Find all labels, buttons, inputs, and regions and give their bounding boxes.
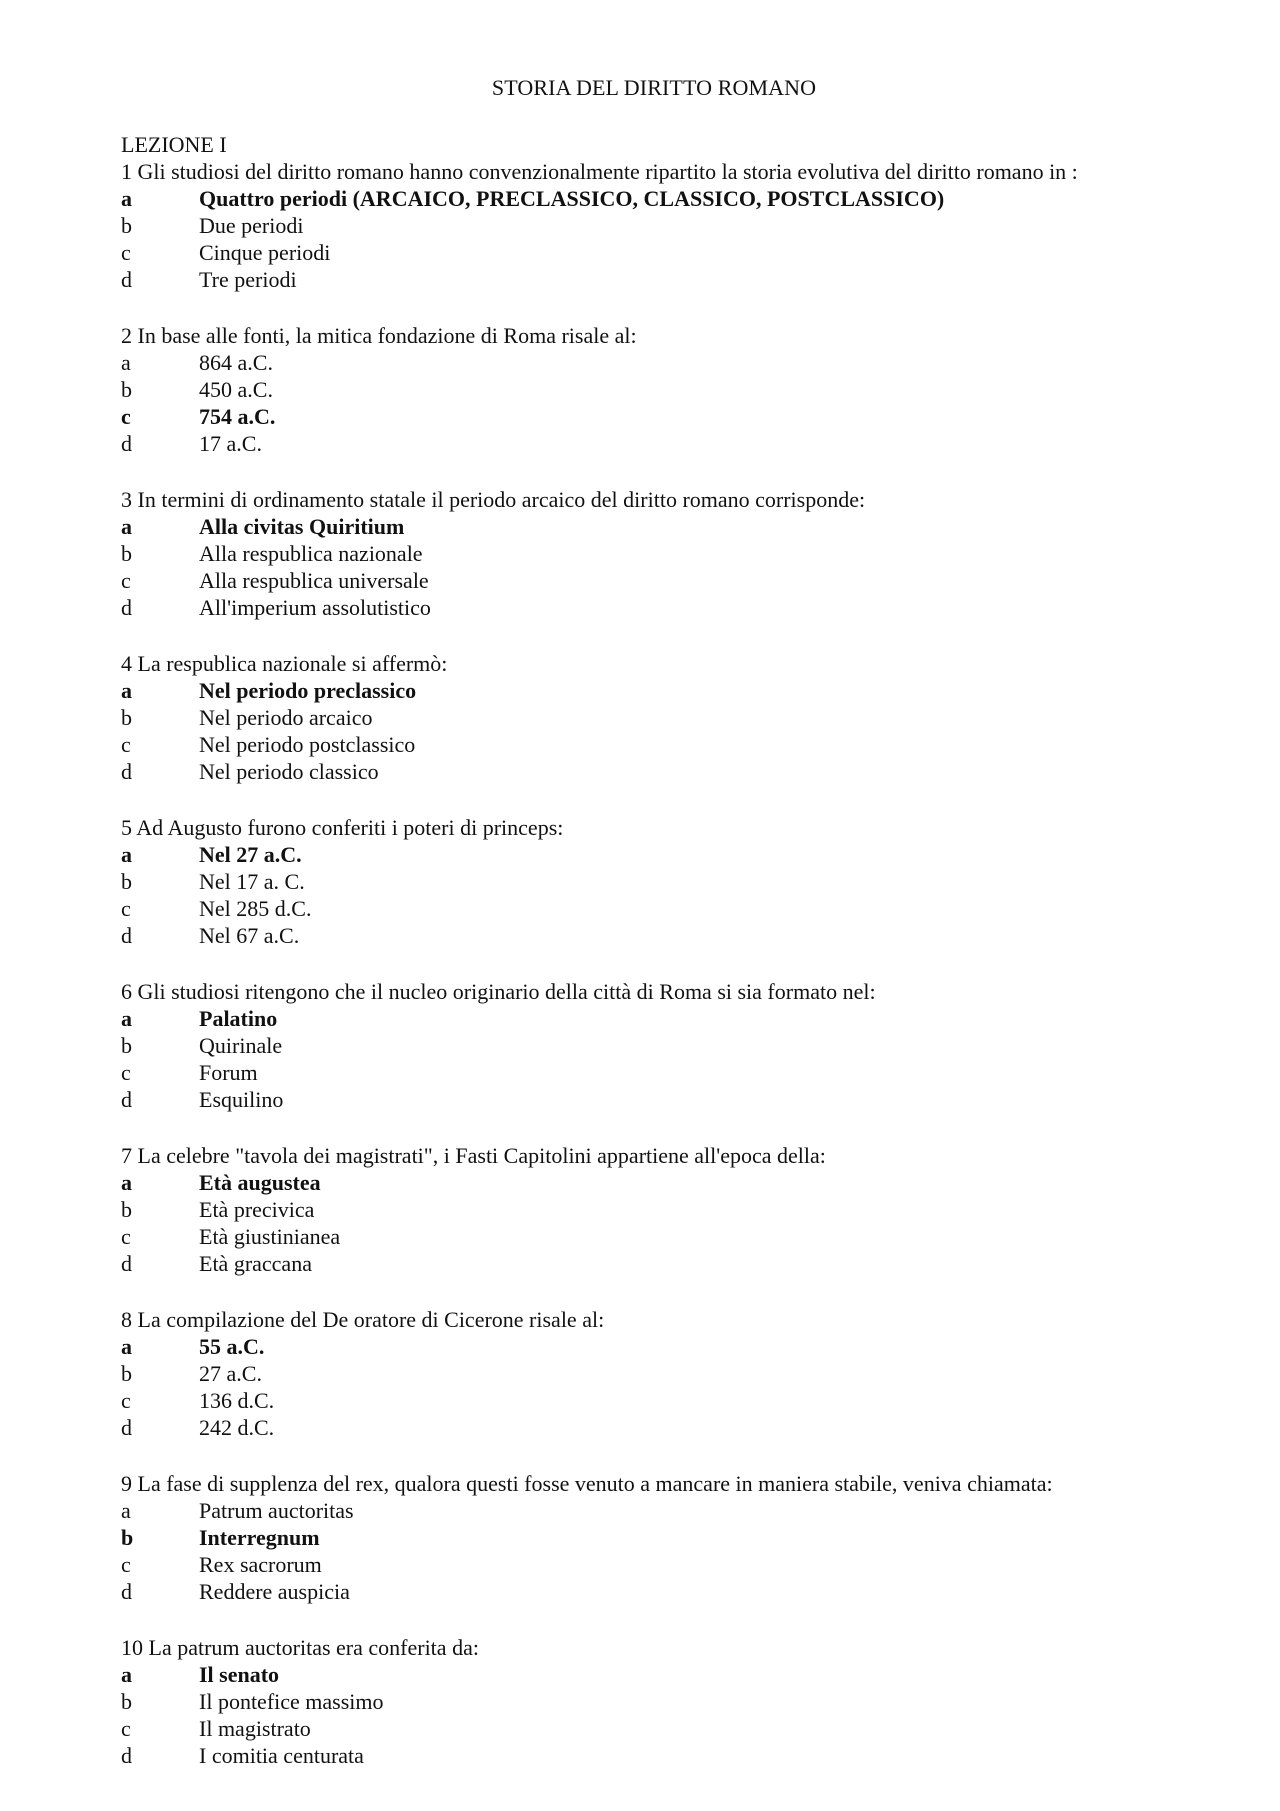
option-d <box>121 266 1221 293</box>
option-text: Età graccana <box>199 1251 312 1276</box>
option-letter: d <box>121 1743 132 1768</box>
option-letter: a <box>121 842 132 867</box>
option-c <box>121 731 1221 758</box>
option-text: Reddere auspicia <box>199 1579 350 1604</box>
option-letter: c <box>121 568 131 593</box>
option-text: Rex sacrorum <box>199 1552 322 1577</box>
option-b <box>121 212 1221 239</box>
option-text: 17 a.C. <box>199 431 262 456</box>
option-c <box>121 1715 1221 1742</box>
option-text: Nel periodo preclassico <box>199 678 417 703</box>
option-letter: a <box>121 1006 132 1031</box>
option-letter: a <box>121 678 132 703</box>
option-text: Quirinale <box>199 1033 283 1058</box>
question-4 <box>121 650 1221 785</box>
option-text: Esquilino <box>199 1087 284 1112</box>
option-letter: c <box>121 240 131 265</box>
option-text: Due periodi <box>199 213 304 238</box>
option-text: Forum <box>199 1060 258 1085</box>
option-a <box>121 1169 1221 1196</box>
option-d <box>121 430 1221 457</box>
option-text: Età augustea <box>199 1170 321 1195</box>
option-letter: a <box>121 1662 132 1687</box>
option-letter: c <box>121 1388 131 1413</box>
option-a <box>121 513 1221 540</box>
option-b <box>121 1688 1221 1715</box>
option-text: Il magistrato <box>199 1716 311 1741</box>
option-letter: b <box>121 1689 132 1714</box>
option-a <box>121 1005 1221 1032</box>
option-text: Nel periodo classico <box>199 759 379 784</box>
option-text: Alla civitas Quiritium <box>199 514 405 539</box>
option-text: Alla respublica nazionale <box>199 541 423 566</box>
option-letter: b <box>121 213 132 238</box>
option-text: Età giustinianea <box>199 1224 341 1249</box>
option-letter: a <box>121 350 131 375</box>
option-letter: b <box>121 869 132 894</box>
option-text: I comitia centurata <box>199 1743 364 1768</box>
document-title: STORIA DEL DIRITTO ROMANO <box>491 75 817 100</box>
option-b <box>121 1524 1221 1551</box>
question-text: 10 La patrum auctoritas era conferita da: <box>121 1635 479 1660</box>
option-text: Quattro periodi (ARCAICO, PRECLASSICO, CLASSICO, POSTCLASSICO) <box>199 186 945 211</box>
option-letter: a <box>121 514 132 539</box>
option-text: Alla respublica universale <box>199 568 429 593</box>
question-1 <box>121 158 1221 293</box>
option-letter: d <box>121 595 132 620</box>
option-text: Nel 67 a.C. <box>199 923 300 948</box>
option-d <box>121 594 1221 621</box>
question-5 <box>121 814 1221 949</box>
option-b <box>121 704 1221 731</box>
option-a <box>121 185 1221 212</box>
option-letter: c <box>121 732 131 757</box>
option-letter: b <box>121 1361 132 1386</box>
option-text: 754 a.C. <box>199 404 276 429</box>
option-a <box>121 1333 1221 1360</box>
option-letter: b <box>121 705 132 730</box>
option-a <box>121 677 1221 704</box>
question-text: 8 La compilazione del De oratore di Cicerone risale al: <box>121 1307 605 1332</box>
option-text: Nel periodo postclassico <box>199 732 416 757</box>
option-text: Nel 27 a.C. <box>199 842 302 867</box>
question-2 <box>121 322 1221 457</box>
option-d <box>121 1578 1221 1605</box>
option-b <box>121 376 1221 403</box>
option-letter: d <box>121 1415 132 1440</box>
option-b <box>121 540 1221 567</box>
option-text: 242 d.C. <box>199 1415 275 1440</box>
question-text: 5 Ad Augusto furono conferiti i poteri di princeps: <box>121 815 564 840</box>
question-10 <box>121 1634 1221 1769</box>
option-text: 27 a.C. <box>199 1361 262 1386</box>
option-letter: a <box>121 1170 132 1195</box>
option-letter: d <box>121 1087 132 1112</box>
option-text: Nel 17 a. C. <box>199 869 305 894</box>
option-letter: d <box>121 759 132 784</box>
option-letter: d <box>121 1251 132 1276</box>
question-text: 3 In termini di ordinamento statale il periodo arcaico del diritto romano corrisponde: <box>121 487 866 512</box>
option-letter: b <box>121 377 132 402</box>
question-8 <box>121 1306 1221 1441</box>
option-c <box>121 403 1221 430</box>
option-letter: d <box>121 267 132 292</box>
option-a <box>121 841 1221 868</box>
option-c <box>121 567 1221 594</box>
option-letter: c <box>121 896 131 921</box>
option-text: Nel periodo arcaico <box>199 705 373 730</box>
option-a <box>121 349 1221 376</box>
option-letter: a <box>121 186 132 211</box>
option-d <box>121 758 1221 785</box>
option-letter: a <box>121 1498 131 1523</box>
option-c <box>121 1387 1221 1414</box>
option-c <box>121 1551 1221 1578</box>
question-9 <box>121 1470 1221 1605</box>
option-text: 55 a.C. <box>199 1334 265 1359</box>
option-c <box>121 895 1221 922</box>
option-b <box>121 868 1221 895</box>
option-c <box>121 239 1221 266</box>
question-text: 4 La respublica nazionale si affermò: <box>121 651 448 676</box>
option-letter: d <box>121 431 132 456</box>
option-d <box>121 1250 1221 1277</box>
option-a <box>121 1661 1221 1688</box>
option-letter: a <box>121 1334 132 1359</box>
option-letter: b <box>121 1525 134 1550</box>
option-letter: b <box>121 1033 132 1058</box>
option-b <box>121 1196 1221 1223</box>
question-3 <box>121 486 1221 621</box>
option-b <box>121 1360 1221 1387</box>
option-letter: c <box>121 1716 131 1741</box>
question-text: 1 Gli studiosi del diritto romano hanno convenzionalmente ripartito la storia evolutiva del diritto romano in : <box>121 159 1078 184</box>
option-text: 864 a.C. <box>199 350 273 375</box>
option-letter: c <box>121 1224 131 1249</box>
option-letter: c <box>121 1552 131 1577</box>
option-text: Patrum auctoritas <box>199 1498 354 1523</box>
option-letter: c <box>121 404 131 429</box>
option-text: Nel 285 d.C. <box>199 896 312 921</box>
option-text: 136 d.C. <box>199 1388 275 1413</box>
question-7 <box>121 1142 1221 1277</box>
option-d <box>121 1414 1221 1441</box>
lesson-heading: LEZIONE I <box>121 132 227 157</box>
option-letter: b <box>121 541 132 566</box>
question-text: 6 Gli studiosi ritengono che il nucleo originario della città di Roma si sia formato nel: <box>121 979 876 1004</box>
option-text: Età precivica <box>199 1197 315 1222</box>
option-c <box>121 1223 1221 1250</box>
question-text: 7 La celebre "tavola dei magistrati", i Fasti Capitolini appartiene all'epoca della: <box>121 1143 826 1168</box>
option-letter: c <box>121 1060 131 1085</box>
option-letter: d <box>121 1579 132 1604</box>
question-text: 9 La fase di supplenza del rex, qualora questi fosse venuto a mancare in maniera stabile, veniva chiamata: <box>121 1471 1053 1496</box>
option-text: Il pontefice massimo <box>199 1689 384 1714</box>
option-text: Il senato <box>199 1662 280 1687</box>
option-text: Cinque periodi <box>199 240 331 265</box>
question-6 <box>121 978 1221 1113</box>
option-d <box>121 922 1221 949</box>
option-letter: b <box>121 1197 132 1222</box>
option-d <box>121 1742 1221 1769</box>
option-d <box>121 1086 1221 1113</box>
option-text: Palatino <box>199 1006 278 1031</box>
question-text: 2 In base alle fonti, la mitica fondazione di Roma risale al: <box>121 323 637 348</box>
option-b <box>121 1032 1221 1059</box>
option-text: All'imperium assolutistico <box>199 595 431 620</box>
option-text: Tre periodi <box>199 267 297 292</box>
option-letter: d <box>121 923 132 948</box>
option-a <box>121 1497 1221 1524</box>
option-text: Interregnum <box>199 1525 320 1550</box>
option-c <box>121 1059 1221 1086</box>
option-text: 450 a.C. <box>199 377 273 402</box>
